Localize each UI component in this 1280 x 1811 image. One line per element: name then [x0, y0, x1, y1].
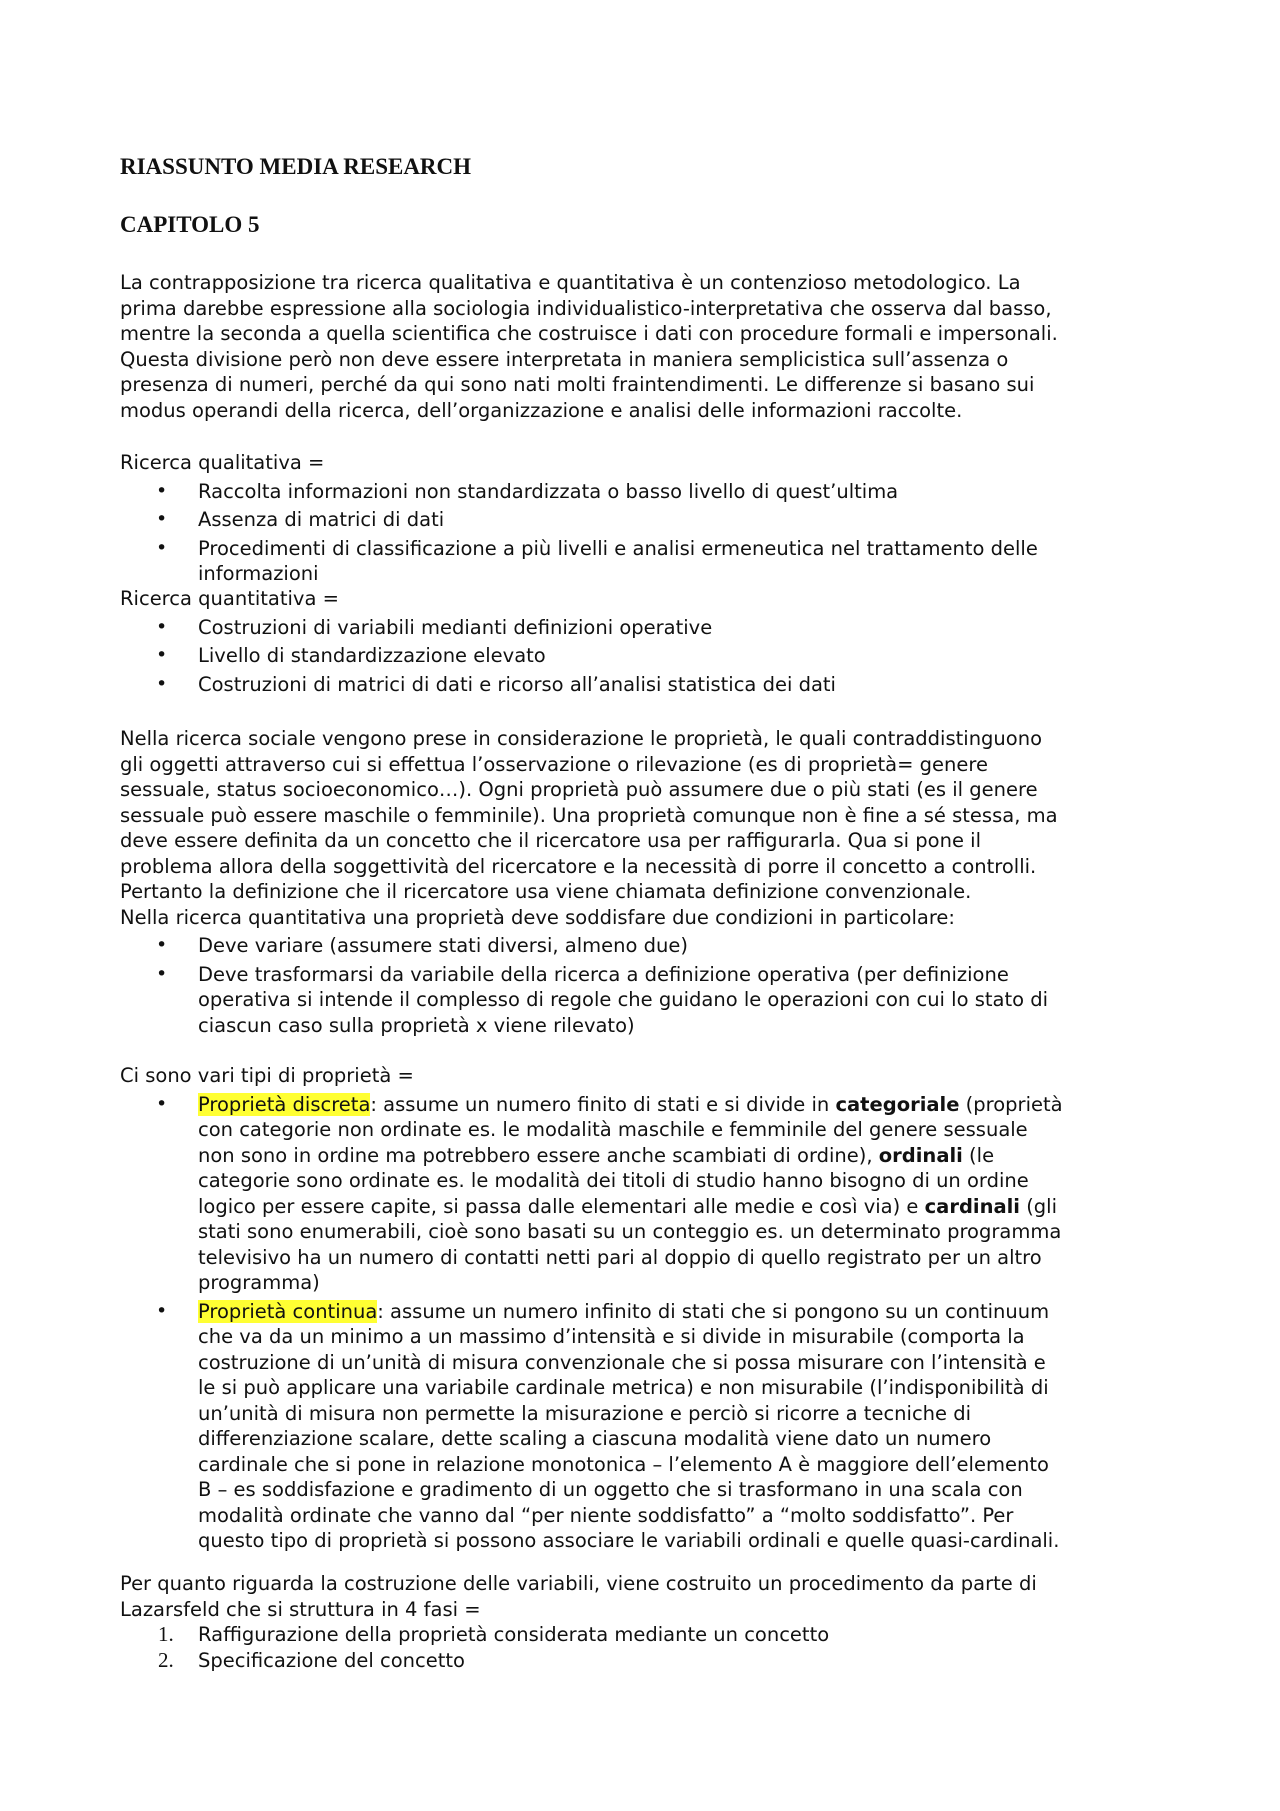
bullet-icon: •	[156, 536, 168, 559]
text-line: modus operandi della ricerca, dell’organizzazione e analisi delle informazioni raccolte.	[120, 398, 963, 422]
text-line: presenza di numeri, perché da qui sono nati molti fraintendimenti. Le differenze si basano sui	[120, 373, 1035, 396]
properties-paragraph	[120, 726, 1170, 1038]
bullet-list	[120, 1092, 1170, 1554]
text-line: Pertanto la definizione che il ricercatore usa viene chiamata definizione convenzionale.	[120, 880, 972, 903]
list-item: • Procedimenti di classificazione a più livelli e analisi ermeneutica nel trattamento delle informazioni	[156, 536, 1038, 585]
text-line: Lazarsfeld che si struttura in 4 fasi =	[120, 1597, 481, 1621]
list-number: 2.	[158, 1647, 174, 1672]
bold-term: cardinali	[924, 1194, 1020, 1218]
text-line: problema allora della soggettività del ricercatore e la necessità di porre il concetto a controlli.	[120, 854, 1037, 878]
qualitative-research-section	[120, 450, 1170, 587]
bold-term: categoriale	[835, 1092, 960, 1116]
list-item: • Raccolta informazioni non standardizzata o basso livello di quest’ultima	[156, 479, 899, 503]
text-line: prima darebbe espressione alla sociologia individualistico-interpretativa che osserva dal basso,	[120, 296, 1052, 320]
intro-paragraph	[120, 270, 1170, 423]
text-line: mentre la seconda a quella scientifica che costruisce i dati con procedure formali e impersonali.	[120, 322, 1058, 345]
list-item: 2. Specificazione del concetto	[158, 1647, 465, 1672]
list-number: 1.	[158, 1622, 174, 1646]
list-item: • Costruzioni di variabili medianti definizioni operative	[156, 615, 713, 639]
text-line: sessuale, status socioeconomico…). Ogni proprietà può assumere due o più stati (es il genere	[120, 778, 1038, 801]
bold-term: ordinali	[878, 1143, 963, 1167]
bullet-icon: •	[156, 1092, 168, 1115]
text-line: Questa divisione però non deve essere interpretata in maniera semplicistica sull’assenza o	[120, 347, 1009, 371]
text-line: Nella ricerca quantitativa una proprietà deve soddisfare due condizioni in particolare:	[120, 905, 955, 929]
section-label: Ricerca qualitativa =	[120, 451, 325, 474]
text-line: Per quanto riguarda la costruzione delle variabili, viene costruito un procedimento da parte di	[120, 1572, 1037, 1595]
list-item-discrete-property: • Proprietà discreta: assume un numero finito di stati e si divide in categoriale (proprietà con categorie non ordinate es. le modalità maschile e femminile del genere sessuale non sono in ordine ma potrebbero essere anche scambiati di ordine), ordinali (le categorie sono ordinate es. le modalità dei titoli di studio hanno bisogno di un ordine logico per essere capite, si passa dalle elementari alle medie e così via) e cardinali (gli stati sono enumerabili, cioè sono basati su un conteggio es. un determinato programma televisivo ha un numero di contatti netti pari al doppio di quello registrato per un altro programma)	[156, 1092, 1063, 1294]
list-item: • Deve trasformarsi da variabile della ricerca a definizione operativa (per definizione operativa si intende il complesso di regole che guidano le operazioni con cui lo stato di ciascun caso sulla proprietà x viene rilevato)	[156, 962, 1049, 1037]
bullet-icon: •	[156, 508, 168, 530]
conditions-list	[120, 933, 1170, 1038]
numbered-list	[120, 1622, 1170, 1673]
bullet-icon: •	[156, 1299, 168, 1322]
highlighted-term: Proprietà continua	[198, 1299, 378, 1323]
list-item: 1. Raffigurazione della proprietà considerata mediante un concetto	[158, 1622, 830, 1646]
chapter-heading: CAPITOLO 5	[120, 212, 260, 237]
bullet-icon: •	[156, 962, 168, 985]
list-item-continuous-property: • Proprietà continua: assume un numero infinito di stati che si pongono su un continuum che va da un minimo a un massimo d’intensità e si divide in misurabile (comporta la costruzione di un’unità di misura convenzionale che si possa misurare con l’intensità e le si può applicare una variabile cardinale metrica) e non misurabile (l’indisponibilità di un’unità di misura non permette la misurazione e perciò si ricorre a tecniche di differenziazione scalare, dette scaling a ciascuna modalità viene dato un numero cardinale che si pone in relazione monotonica – l’elemento A è maggiore dell’elemento B – es soddisfazione e gradimento di un oggetto che si trasformano in una scala con modalità ordinate che vanno dal “per niente soddisfatto” a “molto soddisfatto”. Per questo tipo di proprietà si possono associare le variabili ordinali e quelle quasi-cardinali.	[156, 1299, 1060, 1552]
section-label: Ci sono vari tipi di proprietà =	[120, 1064, 414, 1087]
bullet-list	[120, 479, 1170, 587]
text-line: gli oggetti attraverso cui si effettua l’osservazione o rilevazione (es di proprietà= genere	[120, 752, 988, 776]
list-item: • Deve variare (assumere stati diversi, almeno due)	[156, 934, 688, 957]
text-line: La contrapposizione tra ricerca qualitativa e quantitativa è un contenzioso metodologico. La	[120, 271, 1021, 294]
bullet-list	[120, 615, 1170, 698]
text-line: deve essere definita da un concetto che il ricercatore usa per raffigurarla. Qua si pone il	[120, 829, 981, 852]
quantitative-research-section	[120, 586, 1170, 697]
document-title: RIASSUNTO MEDIA RESEARCH	[120, 154, 472, 179]
bullet-icon: •	[156, 644, 168, 666]
bullet-icon: •	[156, 934, 168, 956]
section-label: Ricerca quantitativa =	[120, 587, 339, 610]
text-line: Nella ricerca sociale vengono prese in considerazione le proprietà, le quali contraddistinguono	[120, 727, 1043, 750]
bullet-icon: •	[156, 672, 168, 695]
list-item: • Costruzioni di matrici di dati e ricorso all’analisi statistica dei dati	[156, 672, 836, 696]
bullet-icon: •	[156, 615, 168, 638]
list-item: • Assenza di matrici di dati	[156, 508, 445, 531]
lazarsfeld-section	[120, 1571, 1170, 1673]
highlighted-term: Proprietà discreta	[198, 1092, 371, 1116]
list-item: • Livello di standardizzazione elevato	[156, 644, 546, 667]
bullet-icon: •	[156, 479, 168, 502]
property-types-section	[120, 1063, 1170, 1554]
text-line: sessuale può essere maschile o femminile). Una proprietà comunque non è fine a sé stessa, ma	[120, 803, 1058, 827]
